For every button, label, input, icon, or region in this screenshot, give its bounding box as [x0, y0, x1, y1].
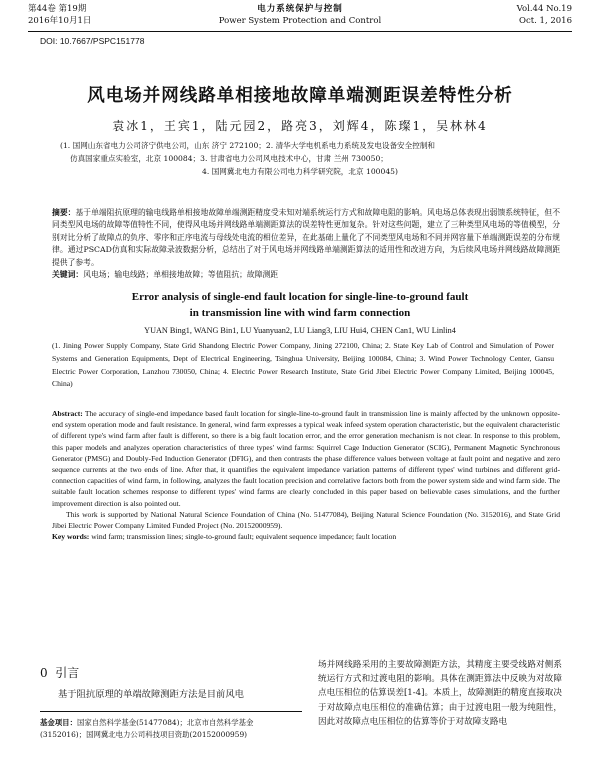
- paper-title-en: [0, 289, 600, 321]
- issue-date-cn: 2016年10月1日: [28, 16, 92, 26]
- abstract-label-cn: 摘要：: [52, 208, 76, 217]
- keywords-text-en: wind farm; transmission lines; single-to-ground fault; equivalent sequence impedance; fault location: [91, 532, 397, 542]
- right-column-text: 场并网线路采用的主要故障测距方法，其精度主要受线路对侧系统运行方式和过渡电阻的影响。具体在测距算法中反映为对故障点电压相位的估算误差[1-4]。本质上，故障测距的精度直接取决于对故障点电压相位的准确估算；由于过渡电阻一般为纯阻性，因此对故障点电压相位的估算等价于对故障支路电: [318, 660, 562, 727]
- title-line: in transmission line with wind farm connection: [189, 307, 411, 319]
- funding-statement-en: This work is supported by National Natural Science Foundation of China (No. 51477084), Beijing Natural Science Foundation (No. 3152016), and State Grid Jibei Electric Power Company Limited Funded Project (No. 20152000959).: [52, 509, 560, 531]
- journal-volume-issue-en: [517, 3, 572, 27]
- authors-cn: 袁冰1，王宾1，陆元园2，路亮3，刘辉4，陈璨1，吴林林4: [112, 119, 488, 133]
- abstract-cn: [52, 207, 560, 269]
- funding-footnote: [40, 717, 304, 741]
- abstract-text-cn: 基于单端阻抗原理的输电线路单相接地故障单端测距精度受未知对端系统运行方式和故障电阻的影响。风电场总体表现出弱馈系统特征，但不同类型风电场的故障等值特性不同，使得风电场并网线路单端测距算法的误差特性更加复杂。针对这些问题，建立了三种类型风电场的等值模型，分别对比分析了故障点的负序、零序和正序电流与母线处电流的相位差异，在此基础上量化了不同类型风电场和不同并网容量下单端测距误差的分布规律。通过PSCAD仿真和实际故障录波数据分析，总结出了对于风电场并网线路单端测距算法的适用性和改进方向，为后续风电场并网线路故障测距提供了参考。: [52, 208, 560, 267]
- issue-date-en: Oct. 1, 2016: [519, 16, 572, 26]
- footnote-rule: [40, 711, 302, 712]
- header-rule: [28, 31, 572, 32]
- footnote-label: 基金项目：: [40, 718, 77, 727]
- abstract-text-en: The accuracy of single-end impedance based fault location for single-line-to-ground fault in transmission line is mainly affected by the unknown opposite-end system operation mode and fault resistance. In general, wind farm expresses a typical weak infeed system operation characteristic, but the equivalent characteristic of different type's wind farm after fault is different, so there is a big fault location error, and the error generation mechanism is not clear. In response to this problem, this paper models and analyzes operation characteristics of three types' wind farms: Squirrel Cage Induction Generator (SCIG), Permanent Magnetic Synchronous Generator (PMSG) and Doubly-Fed Induction Generator (DFIG), and then contrasts the phase difference values between voltage at fault point and negative and zero sequence currents at the two ends of line. After that, it quantifies the equivalent impedance variation patterns of different types' wind turbines and different grid-connection capacities of wind farm, in following, analyzes the fault location precision and correlative factors both from the power system side and wind farm side. The suitable fault location schemes response to different types' wind farms are clearly concluded in this paper based on believable cases simulations, and the further improvement direction is also pointed out.: [52, 409, 560, 508]
- volume-issue-en: Vol.44 No.19: [516, 4, 572, 14]
- footnote-text: (3152016)；国网冀北电力公司科技项目资助(20152000959): [40, 730, 248, 739]
- doi[interactable]: DOI: 10.7667/PSPC151778: [40, 36, 145, 46]
- volume-issue-cn: 第44卷 第19期: [28, 4, 87, 14]
- journal-name-en: Power System Protection and Control: [218, 16, 382, 26]
- journal-name-cn: 电力系统保护与控制: [257, 4, 343, 14]
- footnote-text: 国家自然科学基金(51477084)；北京市自然科学基金: [76, 718, 254, 727]
- authors-en: YUAN Bing1, WANG Bin1, LU Yuanyuan2, LU Liang3, LIU Hui4, CHEN Can1, WU Linlin4: [144, 326, 456, 335]
- keywords-label-cn: 关键词：: [52, 270, 84, 279]
- keywords-cn: [52, 269, 560, 280]
- affiliations-cn: [60, 139, 540, 178]
- abstract-label-en: Abstract:: [52, 409, 83, 418]
- keywords-label-en: Key words:: [52, 532, 90, 542]
- affiliations-en: (1. Jining Power Supply Company, State Grid Shandong Electric Power Company, Jining 272100, China; 2. State Key Lab of Control and Simulation of Power Systems and Generation Equipments, Dept of Electrical Engineering, Tsinghua University, Beijing 100084, China; 3. Wind Power Technology Center, Gansu Electric Power Corporation, Lanzhou 730050, China; 4. Electric Power Research Institute, State Grid Jibei Electric Power Company Limited, Beijing 100045, China): [52, 341, 554, 389]
- section-heading-introduction: [40, 664, 79, 681]
- journal-name: [28, 3, 572, 27]
- title-line: Error analysis of single-end fault location for single-line-to-ground fault: [131, 291, 469, 303]
- paper-title-cn: 风电场并网线路单相接地故障单端测距误差特性分析: [87, 86, 513, 106]
- intro-paragraph: [40, 686, 302, 700]
- running-header: [28, 3, 572, 31]
- affiliation-line: 仿真国家重点实验室，北京 100084；3. 甘肃省电力公司风电技术中心，甘肃 兰州 730050；: [70, 154, 388, 163]
- affiliation-line: 4. 国网冀北电力有限公司电力科学研究院，北京 100045): [202, 167, 398, 176]
- section-number: 0: [40, 666, 48, 680]
- abstract-en: [52, 408, 560, 542]
- section-title: 引言: [55, 666, 80, 680]
- affiliation-line: (1. 国网山东省电力公司济宁供电公司，山东 济宁 272100；2. 清华大学电机系电力系统及发电设备安全控制和: [60, 141, 436, 150]
- keywords-text-cn: 风电场；输电线路；单相接地故障；等值阻抗；故障测距: [83, 270, 279, 279]
- intro-text: 基于阻抗原理的单端故障测距方法是目前风电: [58, 689, 244, 700]
